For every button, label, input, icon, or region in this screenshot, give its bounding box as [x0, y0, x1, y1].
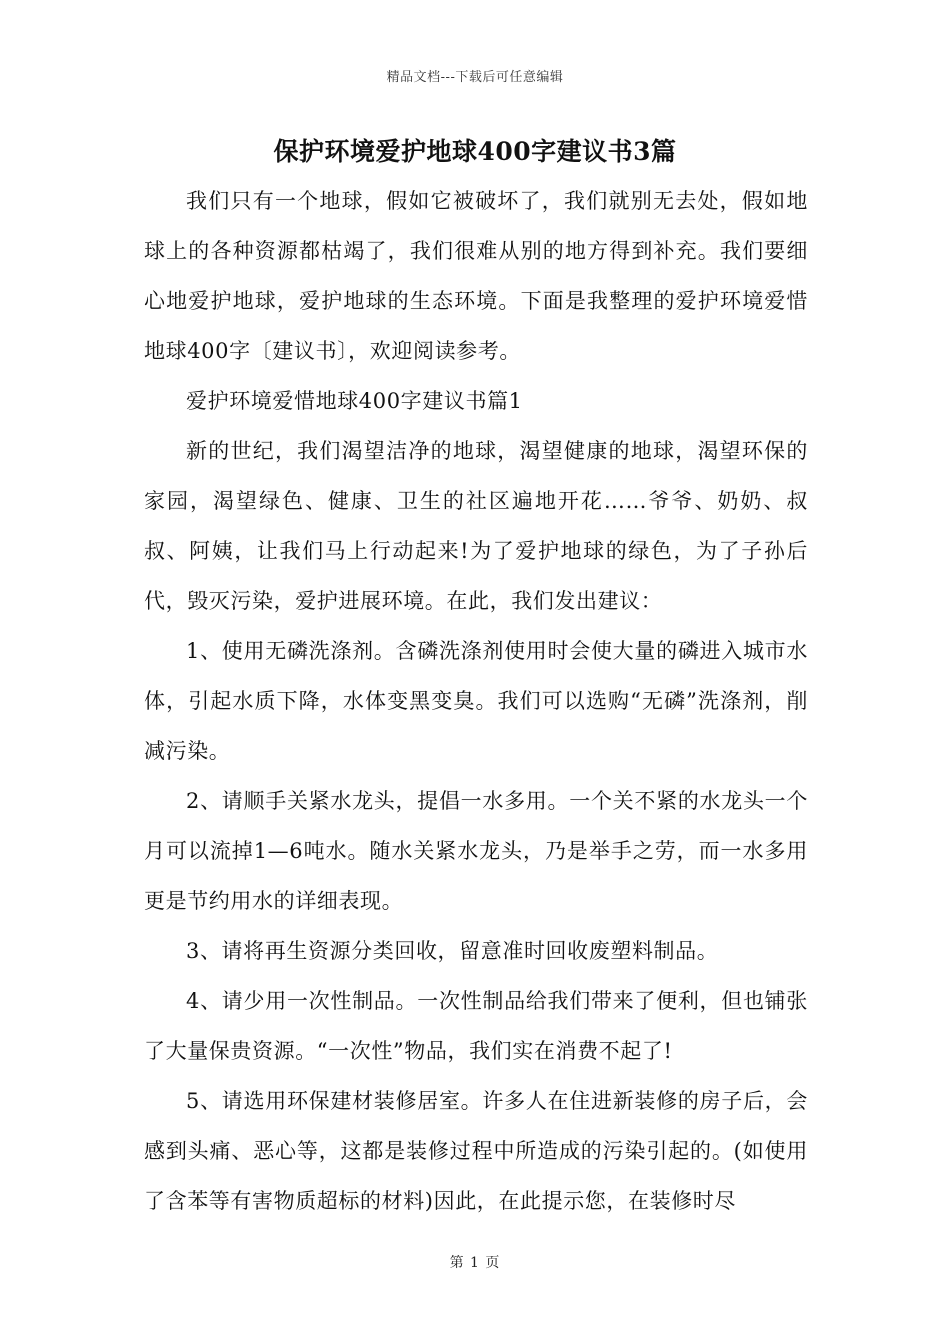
document-title: 保护环境爱护地球400字建议书3篇 — [273, 137, 677, 166]
paragraph-item-2: 2、请顺手关紧水龙头，提倡一水多用。一个关不紧的水龙头一个月可以流掉1—6吨水。随水关紧水龙头，乃是举手之劳，而一水多用更是节约用水的详细表现。 — [144, 789, 808, 913]
paragraph-item-3: 3、请将再生资源分类回收，留意准时回收废塑料制品。 — [186, 939, 719, 963]
section-heading: 爱护环境爱惜地球400字建议书篇1 — [186, 389, 523, 413]
page-header: 精品文档---下载后可任意编辑 — [386, 70, 564, 85]
paragraph-item-5: 5、请选用环保建材装修居室。许多人在住进新装修的房子后，会感到头痛、恶心等，这都是装修过程中所造成的污染引起的。(如使用了含苯等有害物质超标的材料)因此，在此提示您，在装修时尽 — [144, 1089, 808, 1213]
paragraph-item-4: 4、请少用一次性制品。一次性制品给我们带来了便利，但也铺张了大量保贵资源。“一次性”物品，我们实在消费不起了! — [144, 989, 808, 1063]
paragraph: 新的世纪，我们渴望洁净的地球，渴望健康的地球，渴望环保的家园，渴望绿色、健康、卫生的社区遍地开花……爷爷、奶奶、叔叔、阿姨，让我们马上行动起来!为了爱护地球的绿色，为了子孙后代，毁灭污染，爱护进展环境。在此，我们发出建议： — [144, 439, 808, 613]
page-number: 第 1 页 — [449, 1255, 501, 1271]
document-body — [144, 176, 808, 1226]
paragraph-intro: 我们只有一个地球，假如它被破坏了，我们就别无去处，假如地球上的各种资源都枯竭了，我们很难从别的地方得到补充。我们要细心地爱护地球，爱护地球的生态环境。下面是我整理的爱护环境爱惜地球400字〔建议书〕，欢迎阅读参考。 — [144, 189, 808, 363]
paragraph-item-1: 1、使用无磷洗涤剂。含磷洗涤剂使用时会使大量的磷进入城市水体，引起水质下降，水体变黑变臭。我们可以选购“无磷”洗涤剂，削减污染。 — [144, 639, 808, 763]
